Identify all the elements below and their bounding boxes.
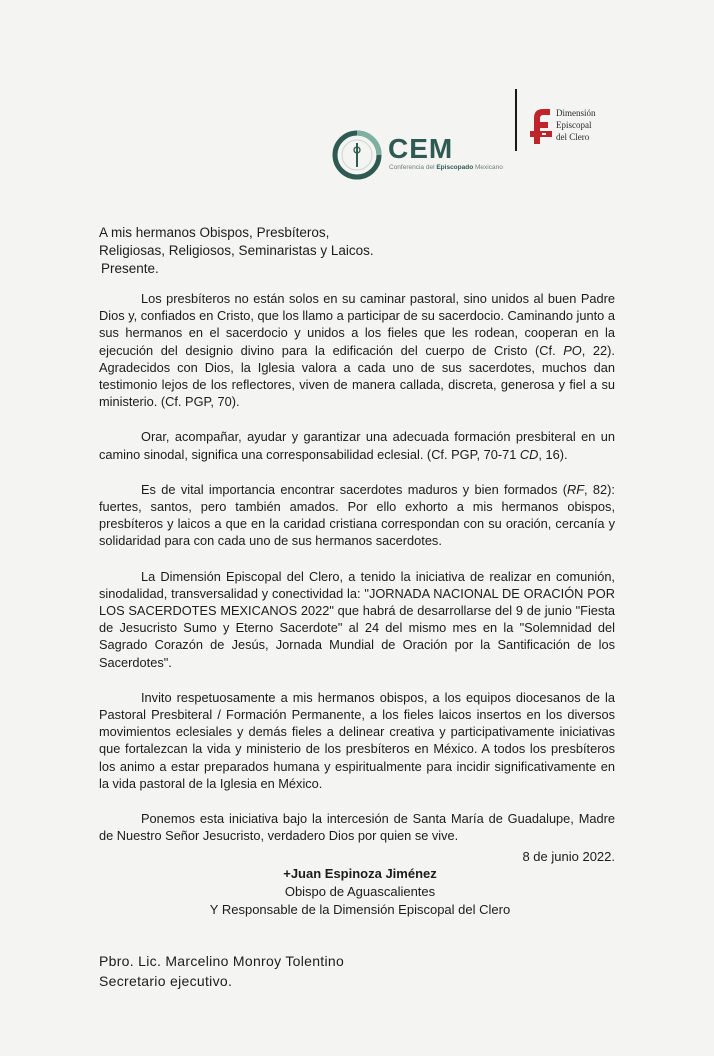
paragraph-1-citation: PO (563, 342, 582, 358)
signatory-title-2: Y Responsable de la Dimensión Episcopal del Clero (209, 902, 511, 917)
cem-full-name-post: Mexicano (473, 164, 503, 171)
paragraph-2 (99, 428, 615, 462)
cem-full-name-bold: Episcopado (436, 164, 474, 171)
paragraph-1-text-a: Los presbíteros no están solos en su caminar pastoral, sino unidos al buen Padre Dios y, confiados en Cristo, que los llamo a participar de su sacerdocio. Caminando junto a sus hermanos en el sacerdocio y unidos a los fieles que les rodean, cooperan en la ejecución del designio divino para la edificación del cuerpo de Cristo (Cf. (99, 291, 615, 358)
paragraph-1-text-b: , 22). Agradecidos con Dios, la Iglesia valora a cada uno de sus sacerdotes, muchos dan testimonio lejos de los reflectores, viven de manera callada, discreta, generosa y fiel a su ministerio. (Cf. PGP, 70). (99, 342, 615, 410)
paragraph-5: Invito respetuosamente a mis hermanos obispos, a los equipos diocesanos de la Pastoral Presbiteral / Formación Permanente, a los fieles laicos insertos en los diversos movimientos eclesiales y demás fieles a delinear creativa y participativamente iniciativas que fortalezcan la vida y ministerio de los presbíteros en México. A todos los presbíteros los animo a estar preparados humana y espiritualmente para incidir significativamente en la vida pastoral de la Iglesia en México. (99, 689, 615, 791)
cem-full-name-pre: Conferencia del (389, 164, 437, 171)
dimension-line-1: Dimensión (556, 108, 596, 118)
salutation (99, 224, 374, 278)
paragraph-2-citation: CD (519, 446, 539, 462)
cem-logo (332, 130, 512, 182)
paragraph-3-citation: RF (566, 481, 585, 497)
paragraph-4: La Dimensión Episcopal del Clero, a tenido la iniciativa de realizar en comunión, sinodalidad, transversalidad y conectividad la: "JORNADA NACIONAL DE ORACIÓN POR LOS SACERDOTES MEXICANOS 2022" que habrá de desarrollarse del 9 de junio "Fiesta de Jesucristo Sumo y Eterno Sacerdote" al 24 del mismo mes en la "Solemnidad del Sagrado Corazón de Jesús, Jornada Mundial de Oración por la Santificación de los Sacerdotes". (99, 568, 615, 670)
salutation-line-3: Presente. (101, 261, 159, 276)
dimension-line-3: del Clero (556, 132, 590, 142)
cem-abbreviation: CEM (388, 133, 454, 164)
cem-full-name (389, 164, 503, 172)
dimension-clero-emblem-icon (528, 106, 554, 146)
paragraph-3-text-a: Es de vital importancia encontrar sacerdotes maduros y bien formados ( (141, 481, 567, 497)
paragraph-1 (99, 290, 615, 410)
paragraph-3 (99, 481, 615, 550)
dimension-clero-logo (528, 106, 608, 148)
secretary-name: Pbro. Lic. Marcelino Monroy Tolentino (99, 953, 345, 969)
secretary-title: Secretario ejecutivo. (99, 973, 233, 989)
secretary-block (99, 951, 344, 991)
salutation-line-1: A mis hermanos Obispos, Presbíteros, (99, 225, 330, 240)
paragraph-2-text-b: , 16). (538, 446, 568, 462)
signature-block (150, 865, 570, 919)
dimension-line-2: Episcopal (556, 120, 592, 130)
paragraph-2-text-a: Orar, acompañar, ayudar y garantizar una adecuada formación presbiteral en un camino sinodal, significa una corresponsabilidad eclesial. (Cf. PGP, 70-71 (99, 429, 615, 462)
letter-body (99, 290, 615, 862)
salutation-line-2: Religiosas, Religiosos, Seminaristas y Laicos. (99, 243, 374, 258)
signatory-name: +Juan Espinoza Jiménez (283, 866, 437, 881)
signatory-title-1: Obispo de Aguascalientes (284, 884, 436, 899)
paragraph-3-text-b: , 82): fuertes, santos, pero también amados. Por ello exhorto a mis hermanos obispos, presbíteros y laicos a que en la caridad cristiana correspondan con su oración, cercanía y solidaridad para con cada uno de sus hermanos sacerdotes. (99, 481, 615, 549)
letter-date: 8 de junio 2022. (522, 849, 615, 864)
cem-emblem-icon (332, 130, 382, 180)
paragraph-6: Ponemos esta iniciativa bajo la intercesión de Santa María de Guadalupe, Madre de Nuestro Señor Jesucristo, verdadero Dios por quien se vive. (99, 811, 615, 844)
dimension-clero-text (556, 107, 608, 143)
letterhead-divider (515, 89, 517, 151)
